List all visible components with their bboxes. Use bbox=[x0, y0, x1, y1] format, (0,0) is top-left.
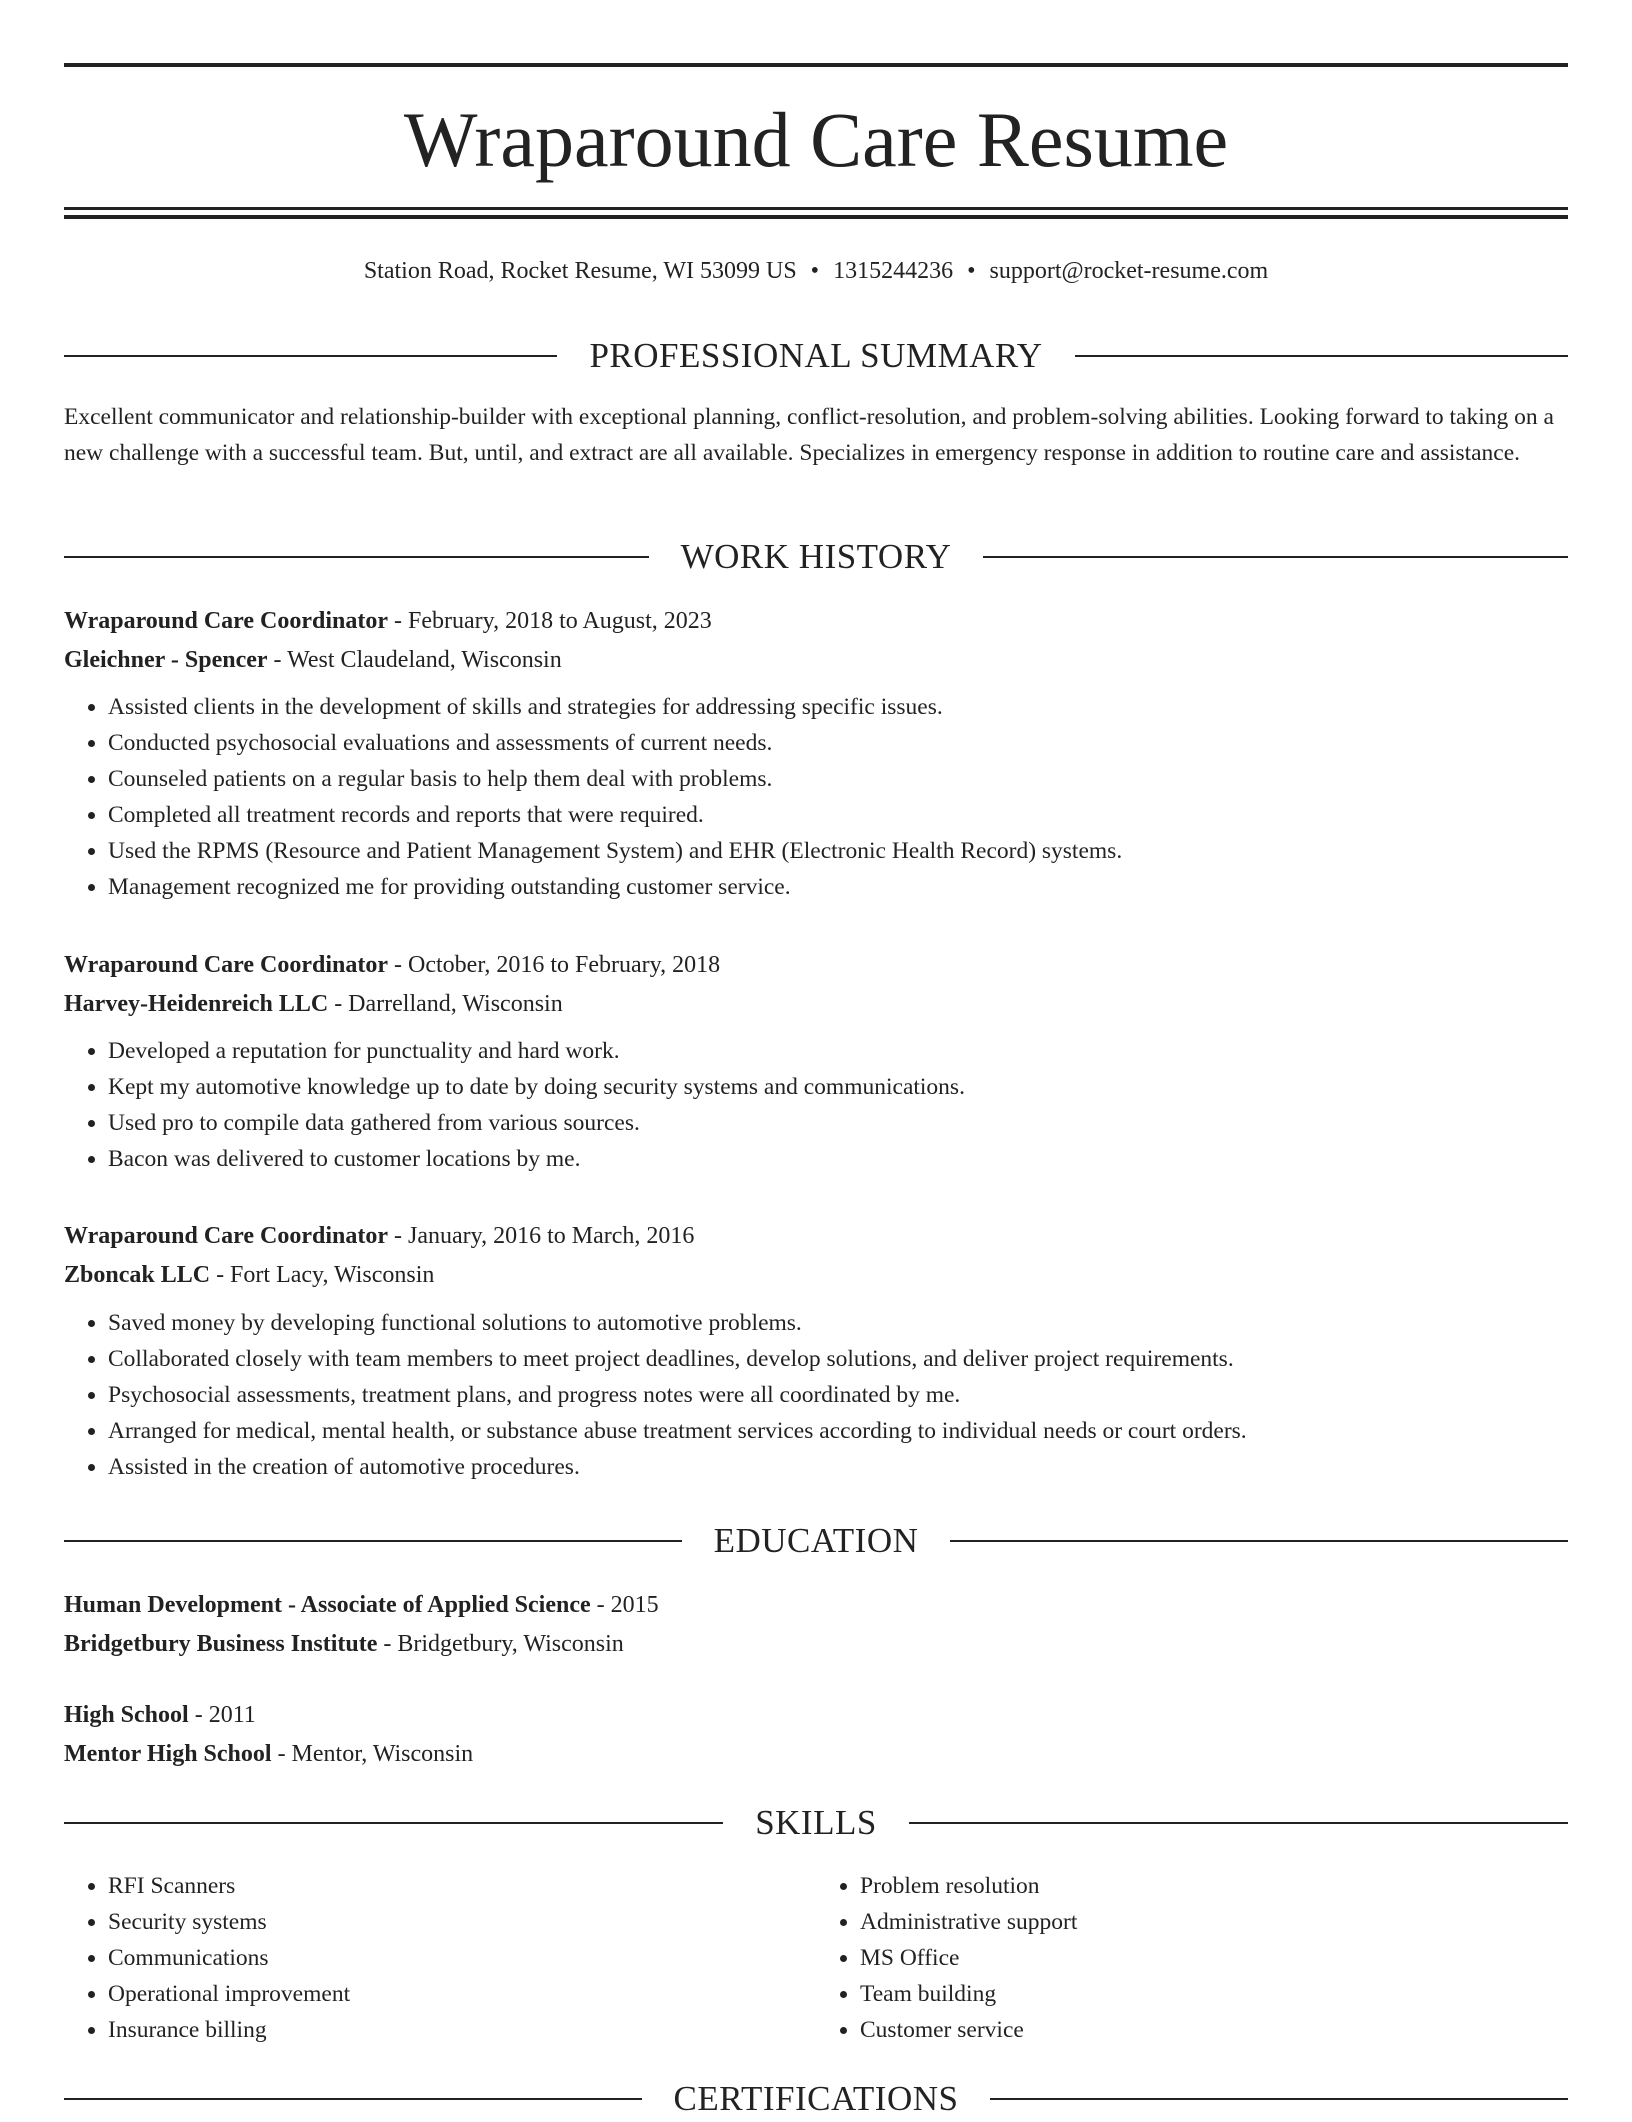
contact-separator: • bbox=[810, 258, 820, 284]
degree: Human Development - Associate of Applied Science bbox=[64, 1592, 591, 1618]
job-entry bbox=[64, 602, 1568, 905]
job-bullet: • Collaborated closely with team members to meet project deadlines, develop solutions, and deliver project requirements. bbox=[108, 1341, 1568, 1377]
school: Bridgetbury Business Institute bbox=[64, 1631, 378, 1657]
summary-section bbox=[64, 333, 1568, 471]
contact-phone: 1315244236 bbox=[833, 258, 954, 284]
heading-rule-right bbox=[983, 556, 1568, 558]
job-bullet: • Developed a reputation for punctuality and hard work. bbox=[108, 1033, 1568, 1069]
job-location: - West Claudeland, Wisconsin bbox=[267, 647, 562, 673]
job-title: Wraparound Care Coordinator bbox=[64, 608, 389, 634]
job-company-line bbox=[64, 641, 1568, 680]
section-heading-label: EDUCATION bbox=[713, 1521, 919, 1560]
degree-year: - 2011 bbox=[188, 1702, 256, 1728]
degree-year: - 2015 bbox=[590, 1592, 659, 1618]
job-dates: - October, 2016 to February, 2018 bbox=[388, 952, 721, 978]
section-heading-label: PROFESSIONAL SUMMARY bbox=[589, 336, 1043, 375]
heading-rule-right bbox=[950, 1540, 1568, 1542]
job-bullet: • Assisted in the creation of automotive procedures. bbox=[108, 1449, 1568, 1485]
title-rule-lower bbox=[64, 215, 1568, 219]
skill-item: • MS Office bbox=[860, 1940, 1568, 1976]
heading-rule-right bbox=[990, 2098, 1568, 2100]
heading-rule-left bbox=[64, 1540, 682, 1542]
resume-title: Wraparound Care Resume bbox=[403, 96, 1229, 183]
skills-column-right bbox=[816, 1868, 1568, 2048]
job-location: - Darrelland, Wisconsin bbox=[328, 991, 563, 1017]
job-bullet: • Bacon was delivered to customer locations by me. bbox=[108, 1141, 1568, 1177]
school: Mentor High School bbox=[64, 1741, 272, 1767]
skill-item: • Operational improvement bbox=[108, 1976, 816, 2012]
heading-rule-left bbox=[64, 2098, 642, 2100]
job-company: Harvey-Heidenreich LLC bbox=[64, 991, 329, 1017]
job-dates: - January, 2016 to March, 2016 bbox=[388, 1223, 695, 1249]
job-title: Wraparound Care Coordinator bbox=[64, 952, 389, 978]
school-line bbox=[64, 1625, 1568, 1664]
education-entry bbox=[64, 1696, 1568, 1774]
heading-rule-right bbox=[1075, 355, 1568, 357]
education-section bbox=[64, 1518, 1568, 1564]
skill-item: • Administrative support bbox=[860, 1904, 1568, 1940]
skills-section bbox=[64, 1800, 1568, 1846]
section-heading-label: CERTIFICATIONS bbox=[673, 2079, 959, 2118]
work-history-section bbox=[64, 534, 1568, 580]
school-location: - Mentor, Wisconsin bbox=[271, 1741, 474, 1767]
title-rule-upper bbox=[64, 207, 1568, 210]
job-bullet: • Assisted clients in the development of skills and strategies for addressing specific issues. bbox=[108, 689, 1568, 725]
contact-line bbox=[64, 254, 1568, 288]
school-location: - Bridgetbury, Wisconsin bbox=[377, 1631, 624, 1657]
section-heading bbox=[64, 534, 1568, 580]
job-bullets bbox=[64, 1305, 1568, 1485]
heading-rule-left bbox=[64, 355, 557, 357]
section-heading bbox=[64, 2076, 1568, 2122]
section-heading bbox=[64, 1800, 1568, 1846]
contact-separator: • bbox=[967, 258, 976, 284]
education-entry bbox=[64, 1586, 1568, 1664]
job-title-line bbox=[64, 1217, 1568, 1256]
school-line bbox=[64, 1735, 1568, 1774]
degree-line bbox=[64, 1586, 1568, 1625]
job-bullet: • Conducted psychosocial evaluations and assessments of current needs. bbox=[108, 725, 1568, 761]
job-bullet: • Arranged for medical, mental health, or substance abuse treatment services according to individual needs or court orders. bbox=[108, 1413, 1568, 1449]
section-heading bbox=[64, 1518, 1568, 1564]
job-bullet: • Kept my automotive knowledge up to date by doing security systems and communications. bbox=[108, 1069, 1568, 1105]
top-rule bbox=[64, 63, 1568, 67]
job-bullet: • Completed all treatment records and reports that were required. bbox=[108, 797, 1568, 833]
job-company: Zboncak LLC bbox=[64, 1262, 211, 1288]
contact-address: Station Road, Rocket Resume, WI 53099 US bbox=[363, 258, 797, 284]
degree: High School bbox=[64, 1702, 189, 1728]
section-heading bbox=[64, 333, 1568, 379]
job-entry bbox=[64, 1217, 1568, 1485]
skill-item: • Customer service bbox=[860, 2012, 1568, 2048]
job-company-line bbox=[64, 985, 1568, 1024]
contact-email[interactable]: support@rocket-resume.com bbox=[989, 258, 1269, 284]
skill-item: • Security systems bbox=[108, 1904, 816, 1940]
skill-item: • Problem resolution bbox=[860, 1868, 1568, 1904]
job-bullet: • Used the RPMS (Resource and Patient Management System) and EHR (Electronic Health Record) systems. bbox=[108, 833, 1568, 869]
job-company: Gleichner - Spencer bbox=[64, 647, 268, 673]
job-bullet: • Psychosocial assessments, treatment plans, and progress notes were all coordinated by me. bbox=[108, 1377, 1568, 1413]
skills-column-left bbox=[64, 1868, 816, 2048]
job-entry bbox=[64, 946, 1568, 1177]
skills-columns bbox=[64, 1868, 1568, 2048]
job-bullet: • Used pro to compile data gathered from various sources. bbox=[108, 1105, 1568, 1141]
job-bullet: • Saved money by developing functional solutions to automotive problems. bbox=[108, 1305, 1568, 1341]
skills-list bbox=[64, 1868, 1568, 2048]
skill-item: • Insurance billing bbox=[108, 2012, 816, 2048]
job-title: Wraparound Care Coordinator bbox=[64, 1223, 389, 1249]
job-bullet: • Counseled patients on a regular basis to help them deal with problems. bbox=[108, 761, 1568, 797]
degree-line bbox=[64, 1696, 1568, 1735]
certifications-section bbox=[64, 2076, 1568, 2122]
job-bullets bbox=[64, 689, 1568, 905]
skill-item: • Communications bbox=[108, 1940, 816, 1976]
summary-text: Excellent communicator and relationship-builder with exceptional planning, conflict-resolution, and problem-solving abilities. Looking forward to taking on a new challenge with a successful team. But, until, and extract are all available. Specializes in emergency response in addition to routine care and assistance. bbox=[64, 404, 1554, 466]
job-company-line bbox=[64, 1256, 1568, 1295]
job-title-line bbox=[64, 602, 1568, 641]
heading-rule-left bbox=[64, 556, 649, 558]
job-bullet: • Management recognized me for providing outstanding customer service. bbox=[108, 869, 1568, 905]
job-title-line bbox=[64, 946, 1568, 985]
section-heading-label: WORK HISTORY bbox=[680, 537, 952, 576]
skill-item: • Team building bbox=[860, 1976, 1568, 2012]
job-dates: - February, 2018 to August, 2023 bbox=[388, 608, 712, 634]
section-heading-label: SKILLS bbox=[755, 1803, 877, 1842]
job-location: - Fort Lacy, Wisconsin bbox=[210, 1262, 435, 1288]
job-bullets bbox=[64, 1033, 1568, 1177]
heading-rule-right bbox=[909, 1822, 1568, 1824]
heading-rule-left bbox=[64, 1822, 723, 1824]
skill-item: • RFI Scanners bbox=[108, 1868, 816, 1904]
